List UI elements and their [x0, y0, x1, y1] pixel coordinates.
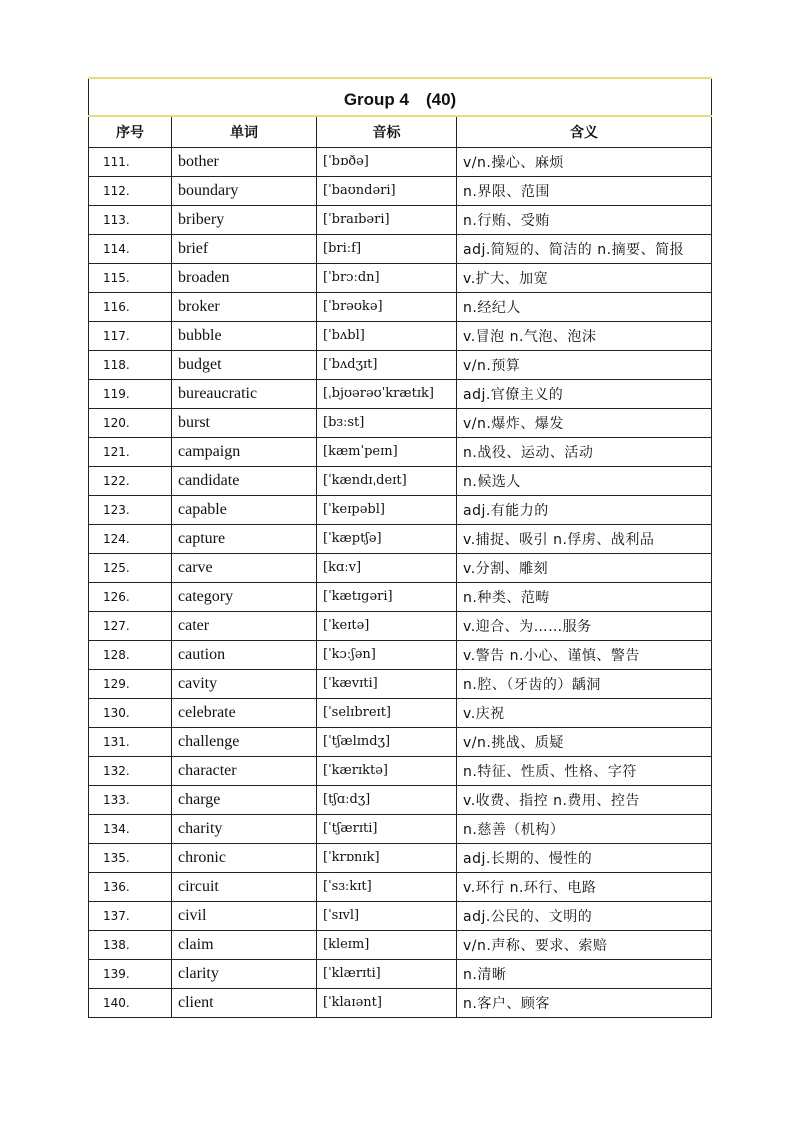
row-meaning: n.界限、范围 [457, 176, 712, 205]
row-word: bother [172, 147, 317, 176]
row-meaning: n.特征、性质、性格、字符 [457, 756, 712, 785]
table-row [89, 698, 712, 727]
row-meaning: v.捕捉、吸引 n.俘虏、战利品 [457, 524, 712, 553]
table-row [89, 669, 712, 698]
row-meaning: v.冒泡 n.气泡、泡沫 [457, 321, 712, 350]
row-number: 127. [89, 611, 172, 640]
row-phonetic: [ˈkændɪˌdeɪt] [317, 466, 457, 495]
row-meaning: v/n.挑战、质疑 [457, 727, 712, 756]
row-number: 115. [89, 263, 172, 292]
row-word: client [172, 988, 317, 1017]
row-word: carve [172, 553, 317, 582]
table-row [89, 959, 712, 988]
table-row [89, 727, 712, 756]
row-number: 114. [89, 234, 172, 263]
table-row [89, 263, 712, 292]
row-word: capable [172, 495, 317, 524]
table-row [89, 756, 712, 785]
row-word: bureaucratic [172, 379, 317, 408]
row-meaning: n.慈善（机构） [457, 814, 712, 843]
row-meaning: v.收费、指控 n.费用、控告 [457, 785, 712, 814]
row-word: burst [172, 408, 317, 437]
row-number: 128. [89, 640, 172, 669]
row-meaning: adj.长期的、慢性的 [457, 843, 712, 872]
row-number: 130. [89, 698, 172, 727]
row-phonetic: [ˈsɜːkɪt] [317, 872, 457, 901]
table-row [89, 930, 712, 959]
table-row [89, 466, 712, 495]
row-word: chronic [172, 843, 317, 872]
table-row [89, 495, 712, 524]
row-phonetic: [kɑːv] [317, 553, 457, 582]
row-phonetic: [ˈbraɪbəri] [317, 205, 457, 234]
table-row [89, 843, 712, 872]
row-word: cavity [172, 669, 317, 698]
row-number: 140. [89, 988, 172, 1017]
row-word: caution [172, 640, 317, 669]
row-number: 138. [89, 930, 172, 959]
row-word: civil [172, 901, 317, 930]
row-phonetic: [ˈbʌbl] [317, 321, 457, 350]
table-row [89, 147, 712, 176]
row-phonetic: [ˈbrəʊkə] [317, 292, 457, 321]
row-meaning: v.警告 n.小心、谨慎、警告 [457, 640, 712, 669]
header-phonetic: 音标 [317, 116, 457, 147]
row-number: 134. [89, 814, 172, 843]
table-row [89, 901, 712, 930]
row-phonetic: [kæmˈpeɪn] [317, 437, 457, 466]
table-row [89, 524, 712, 553]
row-phonetic: [ˌbjʊərəʊˈkrætɪk] [317, 379, 457, 408]
row-number: 112. [89, 176, 172, 205]
row-phonetic: [ˈkæptʃə] [317, 524, 457, 553]
row-meaning: n.经纪人 [457, 292, 712, 321]
row-meaning: v/n.声称、要求、索赔 [457, 930, 712, 959]
table-row [89, 408, 712, 437]
row-phonetic: [tʃɑːdʒ] [317, 785, 457, 814]
row-meaning: v.分割、雕刻 [457, 553, 712, 582]
row-phonetic: [ˈbaʊndəri] [317, 176, 457, 205]
vocabulary-sheet [88, 77, 711, 1018]
row-word: circuit [172, 872, 317, 901]
table-row [89, 611, 712, 640]
row-phonetic: [ˈbrɔːdn] [317, 263, 457, 292]
row-meaning: n.腔、（牙齿的）龋洞 [457, 669, 712, 698]
row-phonetic: [bɜːst] [317, 408, 457, 437]
row-phonetic: [ˈkætɪgəri] [317, 582, 457, 611]
row-meaning: v.环行 n.环行、电路 [457, 872, 712, 901]
row-number: 125. [89, 553, 172, 582]
table-title: Group 4 (40) [89, 78, 712, 116]
row-word: bribery [172, 205, 317, 234]
row-number: 116. [89, 292, 172, 321]
row-number: 126. [89, 582, 172, 611]
table-title-row [89, 78, 712, 116]
row-number: 131. [89, 727, 172, 756]
row-number: 132. [89, 756, 172, 785]
row-meaning: adj.公民的、文明的 [457, 901, 712, 930]
row-number: 124. [89, 524, 172, 553]
row-meaning: n.客户、顾客 [457, 988, 712, 1017]
row-phonetic: [ˈkrɒnɪk] [317, 843, 457, 872]
row-number: 118. [89, 350, 172, 379]
row-number: 121. [89, 437, 172, 466]
row-word: claim [172, 930, 317, 959]
row-number: 136. [89, 872, 172, 901]
row-word: candidate [172, 466, 317, 495]
table-row [89, 582, 712, 611]
row-number: 122. [89, 466, 172, 495]
row-number: 133. [89, 785, 172, 814]
row-word: boundary [172, 176, 317, 205]
row-meaning: adj.有能力的 [457, 495, 712, 524]
row-word: budget [172, 350, 317, 379]
row-phonetic: [ˈselɪbreɪt] [317, 698, 457, 727]
row-phonetic: [ˈkævɪti] [317, 669, 457, 698]
row-phonetic: [ˈkeɪpəbl] [317, 495, 457, 524]
table-row [89, 350, 712, 379]
row-word: bubble [172, 321, 317, 350]
row-phonetic: [ˈkɔːʃən] [317, 640, 457, 669]
table-row [89, 640, 712, 669]
row-word: charity [172, 814, 317, 843]
table-row [89, 814, 712, 843]
row-number: 119. [89, 379, 172, 408]
row-word: charge [172, 785, 317, 814]
row-number: 137. [89, 901, 172, 930]
table-row [89, 321, 712, 350]
row-phonetic: [ˈtʃælɪndʒ] [317, 727, 457, 756]
row-number: 111. [89, 147, 172, 176]
row-number: 135. [89, 843, 172, 872]
table-row [89, 872, 712, 901]
row-word: challenge [172, 727, 317, 756]
row-meaning: n.种类、范畴 [457, 582, 712, 611]
table-row [89, 292, 712, 321]
row-meaning: n.战役、运动、活动 [457, 437, 712, 466]
row-word: capture [172, 524, 317, 553]
row-word: cater [172, 611, 317, 640]
table-row [89, 205, 712, 234]
row-phonetic: [ˈklærɪti] [317, 959, 457, 988]
row-meaning: n.候选人 [457, 466, 712, 495]
row-phonetic: [ˈbʌdʒɪt] [317, 350, 457, 379]
row-meaning: v.庆祝 [457, 698, 712, 727]
table-row [89, 437, 712, 466]
table-row [89, 176, 712, 205]
row-word: broaden [172, 263, 317, 292]
row-word: campaign [172, 437, 317, 466]
row-word: celebrate [172, 698, 317, 727]
row-meaning: v/n.爆炸、爆发 [457, 408, 712, 437]
row-number: 117. [89, 321, 172, 350]
header-word: 单词 [172, 116, 317, 147]
row-word: brief [172, 234, 317, 263]
row-word: broker [172, 292, 317, 321]
row-meaning: n.行贿、受贿 [457, 205, 712, 234]
row-phonetic: [ˈklaɪənt] [317, 988, 457, 1017]
row-phonetic: [kleɪm] [317, 930, 457, 959]
vocabulary-table [88, 77, 712, 1018]
row-meaning: n.清晰 [457, 959, 712, 988]
table-header-row [89, 116, 712, 147]
row-phonetic: [ˈsɪvl] [317, 901, 457, 930]
header-index: 序号 [89, 116, 172, 147]
row-word: category [172, 582, 317, 611]
row-phonetic: [briːf] [317, 234, 457, 263]
table-row [89, 785, 712, 814]
row-number: 129. [89, 669, 172, 698]
row-meaning: v.扩大、加宽 [457, 263, 712, 292]
row-word: clarity [172, 959, 317, 988]
row-number: 123. [89, 495, 172, 524]
row-phonetic: [ˈkeɪtə] [317, 611, 457, 640]
table-row [89, 234, 712, 263]
row-number: 113. [89, 205, 172, 234]
row-phonetic: [ˈbɒðə] [317, 147, 457, 176]
row-word: character [172, 756, 317, 785]
row-number: 139. [89, 959, 172, 988]
row-meaning: v/n.预算 [457, 350, 712, 379]
row-meaning: adj.简短的、简洁的 n.摘要、简报 [457, 234, 712, 263]
row-meaning: v.迎合、为……服务 [457, 611, 712, 640]
row-meaning: adj.官僚主义的 [457, 379, 712, 408]
table-row [89, 553, 712, 582]
row-meaning: v/n.操心、麻烦 [457, 147, 712, 176]
table-row [89, 379, 712, 408]
table-row [89, 988, 712, 1017]
header-meaning: 含义 [457, 116, 712, 147]
row-phonetic: [ˈkærɪktə] [317, 756, 457, 785]
row-number: 120. [89, 408, 172, 437]
row-phonetic: [ˈtʃærɪti] [317, 814, 457, 843]
